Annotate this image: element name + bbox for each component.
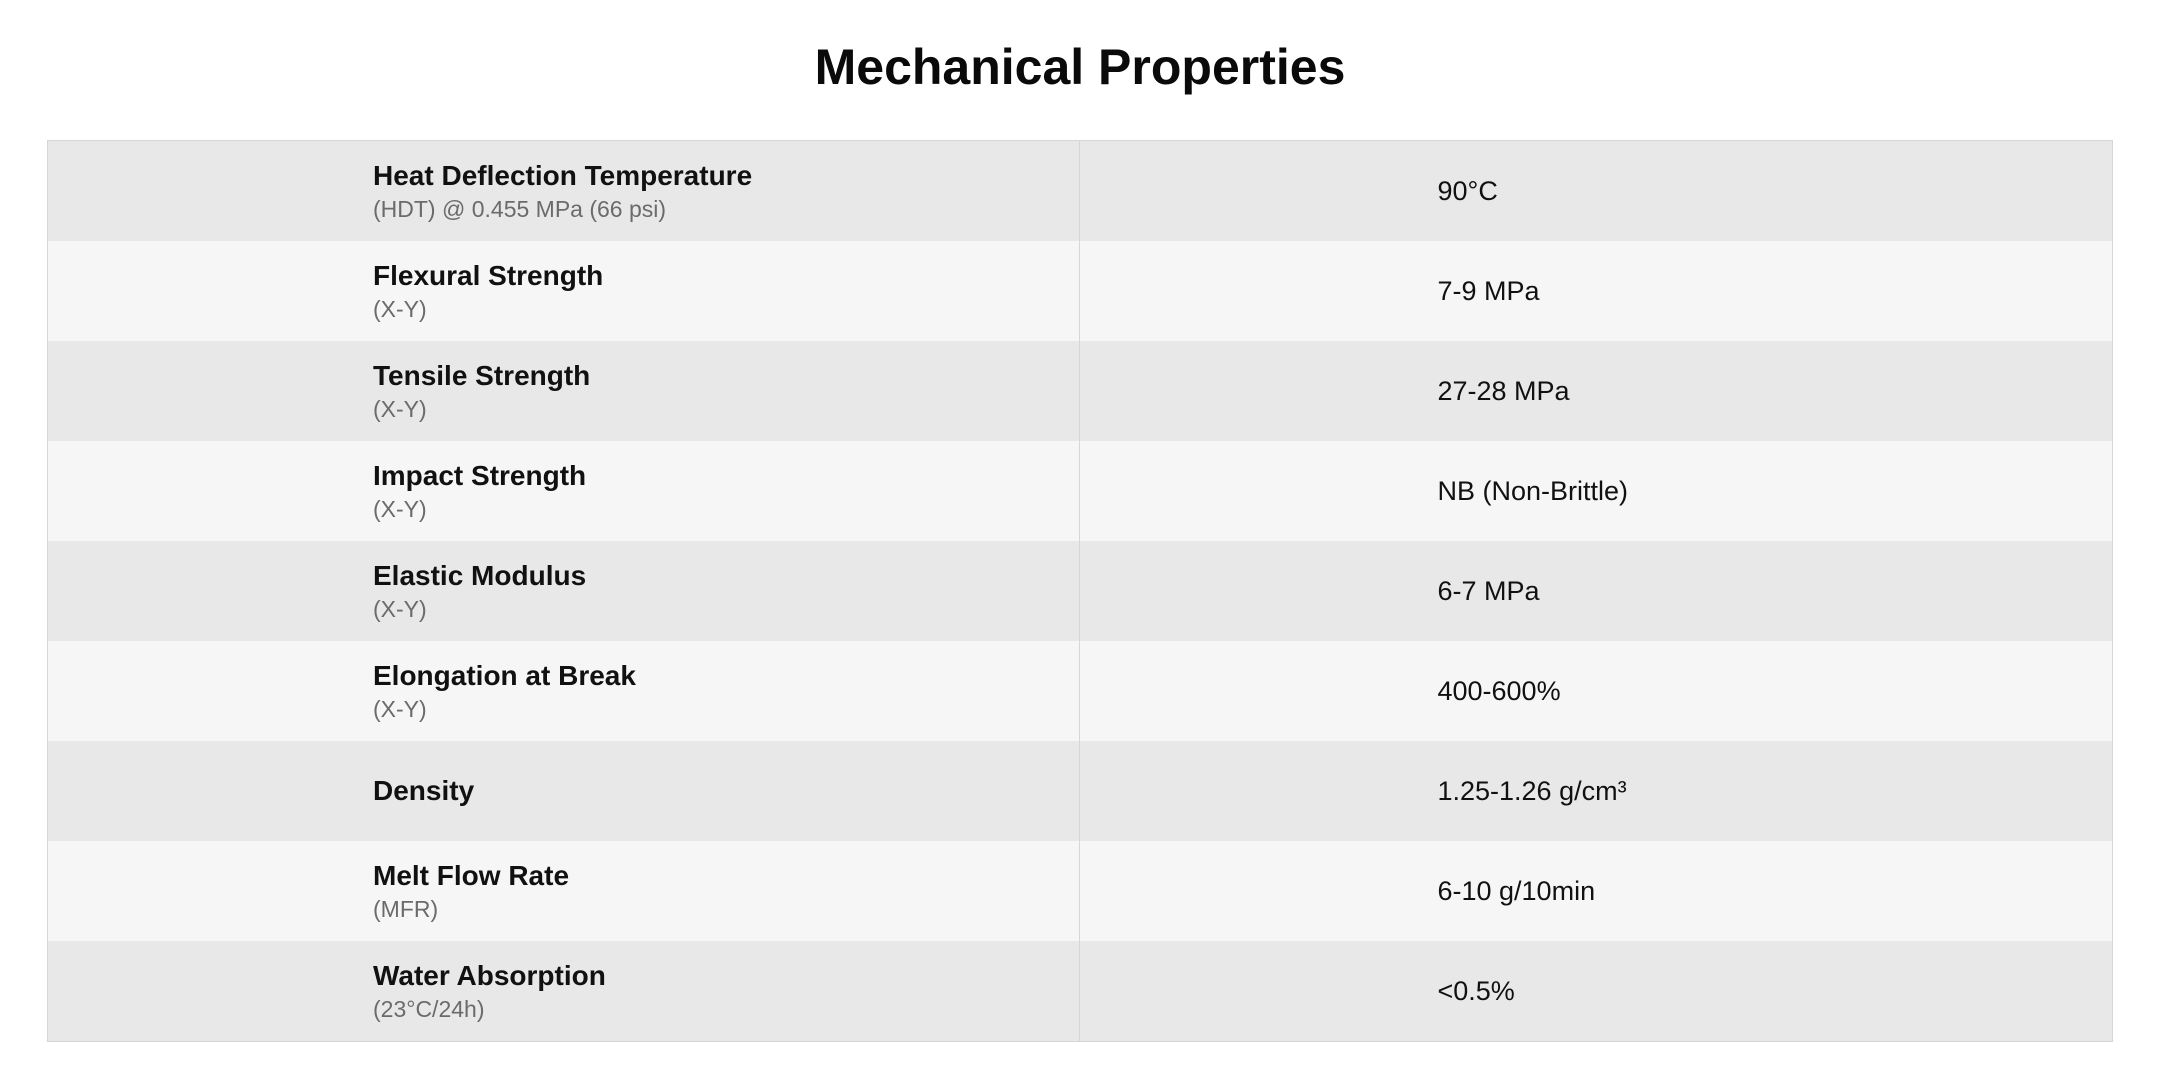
- table-row: [48, 141, 2112, 241]
- property-value: 400-600%: [1437, 675, 1561, 706]
- property-name-cell: [48, 841, 1080, 941]
- property-name-cell: [48, 441, 1080, 541]
- property-name-cell: [48, 941, 1080, 1041]
- table-row: [48, 541, 2112, 641]
- property-label: Elongation at Break: [373, 660, 636, 691]
- property-subtitle: (HDT) @ 0.455 MPa (66 psi): [373, 196, 667, 222]
- property-value: 90°C: [1437, 175, 1498, 206]
- table-row: [48, 441, 2112, 541]
- table-row: [48, 341, 2112, 441]
- property-name-cell: [48, 141, 1080, 241]
- property-subtitle: (X-Y): [373, 696, 427, 722]
- property-label: Flexural Strength: [373, 260, 604, 291]
- property-subtitle: (X-Y): [373, 396, 427, 422]
- property-name-cell: [48, 541, 1080, 641]
- table-row: [48, 741, 2112, 841]
- property-name-cell: [48, 241, 1080, 341]
- property-subtitle: (X-Y): [373, 296, 427, 322]
- property-label: Tensile Strength: [373, 360, 591, 391]
- property-value: 6-10 g/10min: [1437, 875, 1596, 906]
- property-label: Impact Strength: [373, 460, 587, 491]
- page-title: Mechanical Properties: [814, 39, 1346, 95]
- property-label: Elastic Modulus: [373, 560, 587, 591]
- properties-table: [47, 140, 2113, 1042]
- property-value: 7-9 MPa: [1437, 275, 1540, 306]
- property-name-cell: [48, 341, 1080, 441]
- property-subtitle: (23°C/24h): [373, 996, 485, 1022]
- table-row: [48, 241, 2112, 341]
- property-value: 27-28 MPa: [1437, 375, 1570, 406]
- property-subtitle: (X-Y): [373, 596, 427, 622]
- property-subtitle: (X-Y): [373, 496, 427, 522]
- table-row: [48, 941, 2112, 1041]
- property-value: <0.5%: [1437, 975, 1515, 1006]
- property-subtitle: (MFR): [373, 896, 439, 922]
- property-name-cell: [48, 641, 1080, 741]
- property-label: Melt Flow Rate: [373, 860, 570, 891]
- table-row: [48, 841, 2112, 941]
- property-value: NB (Non-Brittle): [1437, 475, 1629, 506]
- property-label: Heat Deflection Temperature: [373, 160, 753, 191]
- property-label: Density: [373, 775, 475, 806]
- property-value: 1.25-1.26 g/cm³: [1437, 775, 1627, 806]
- table-row: [48, 641, 2112, 741]
- property-label: Water Absorption: [373, 960, 606, 991]
- property-value: 6-7 MPa: [1437, 575, 1540, 606]
- property-name-cell: [48, 741, 1080, 841]
